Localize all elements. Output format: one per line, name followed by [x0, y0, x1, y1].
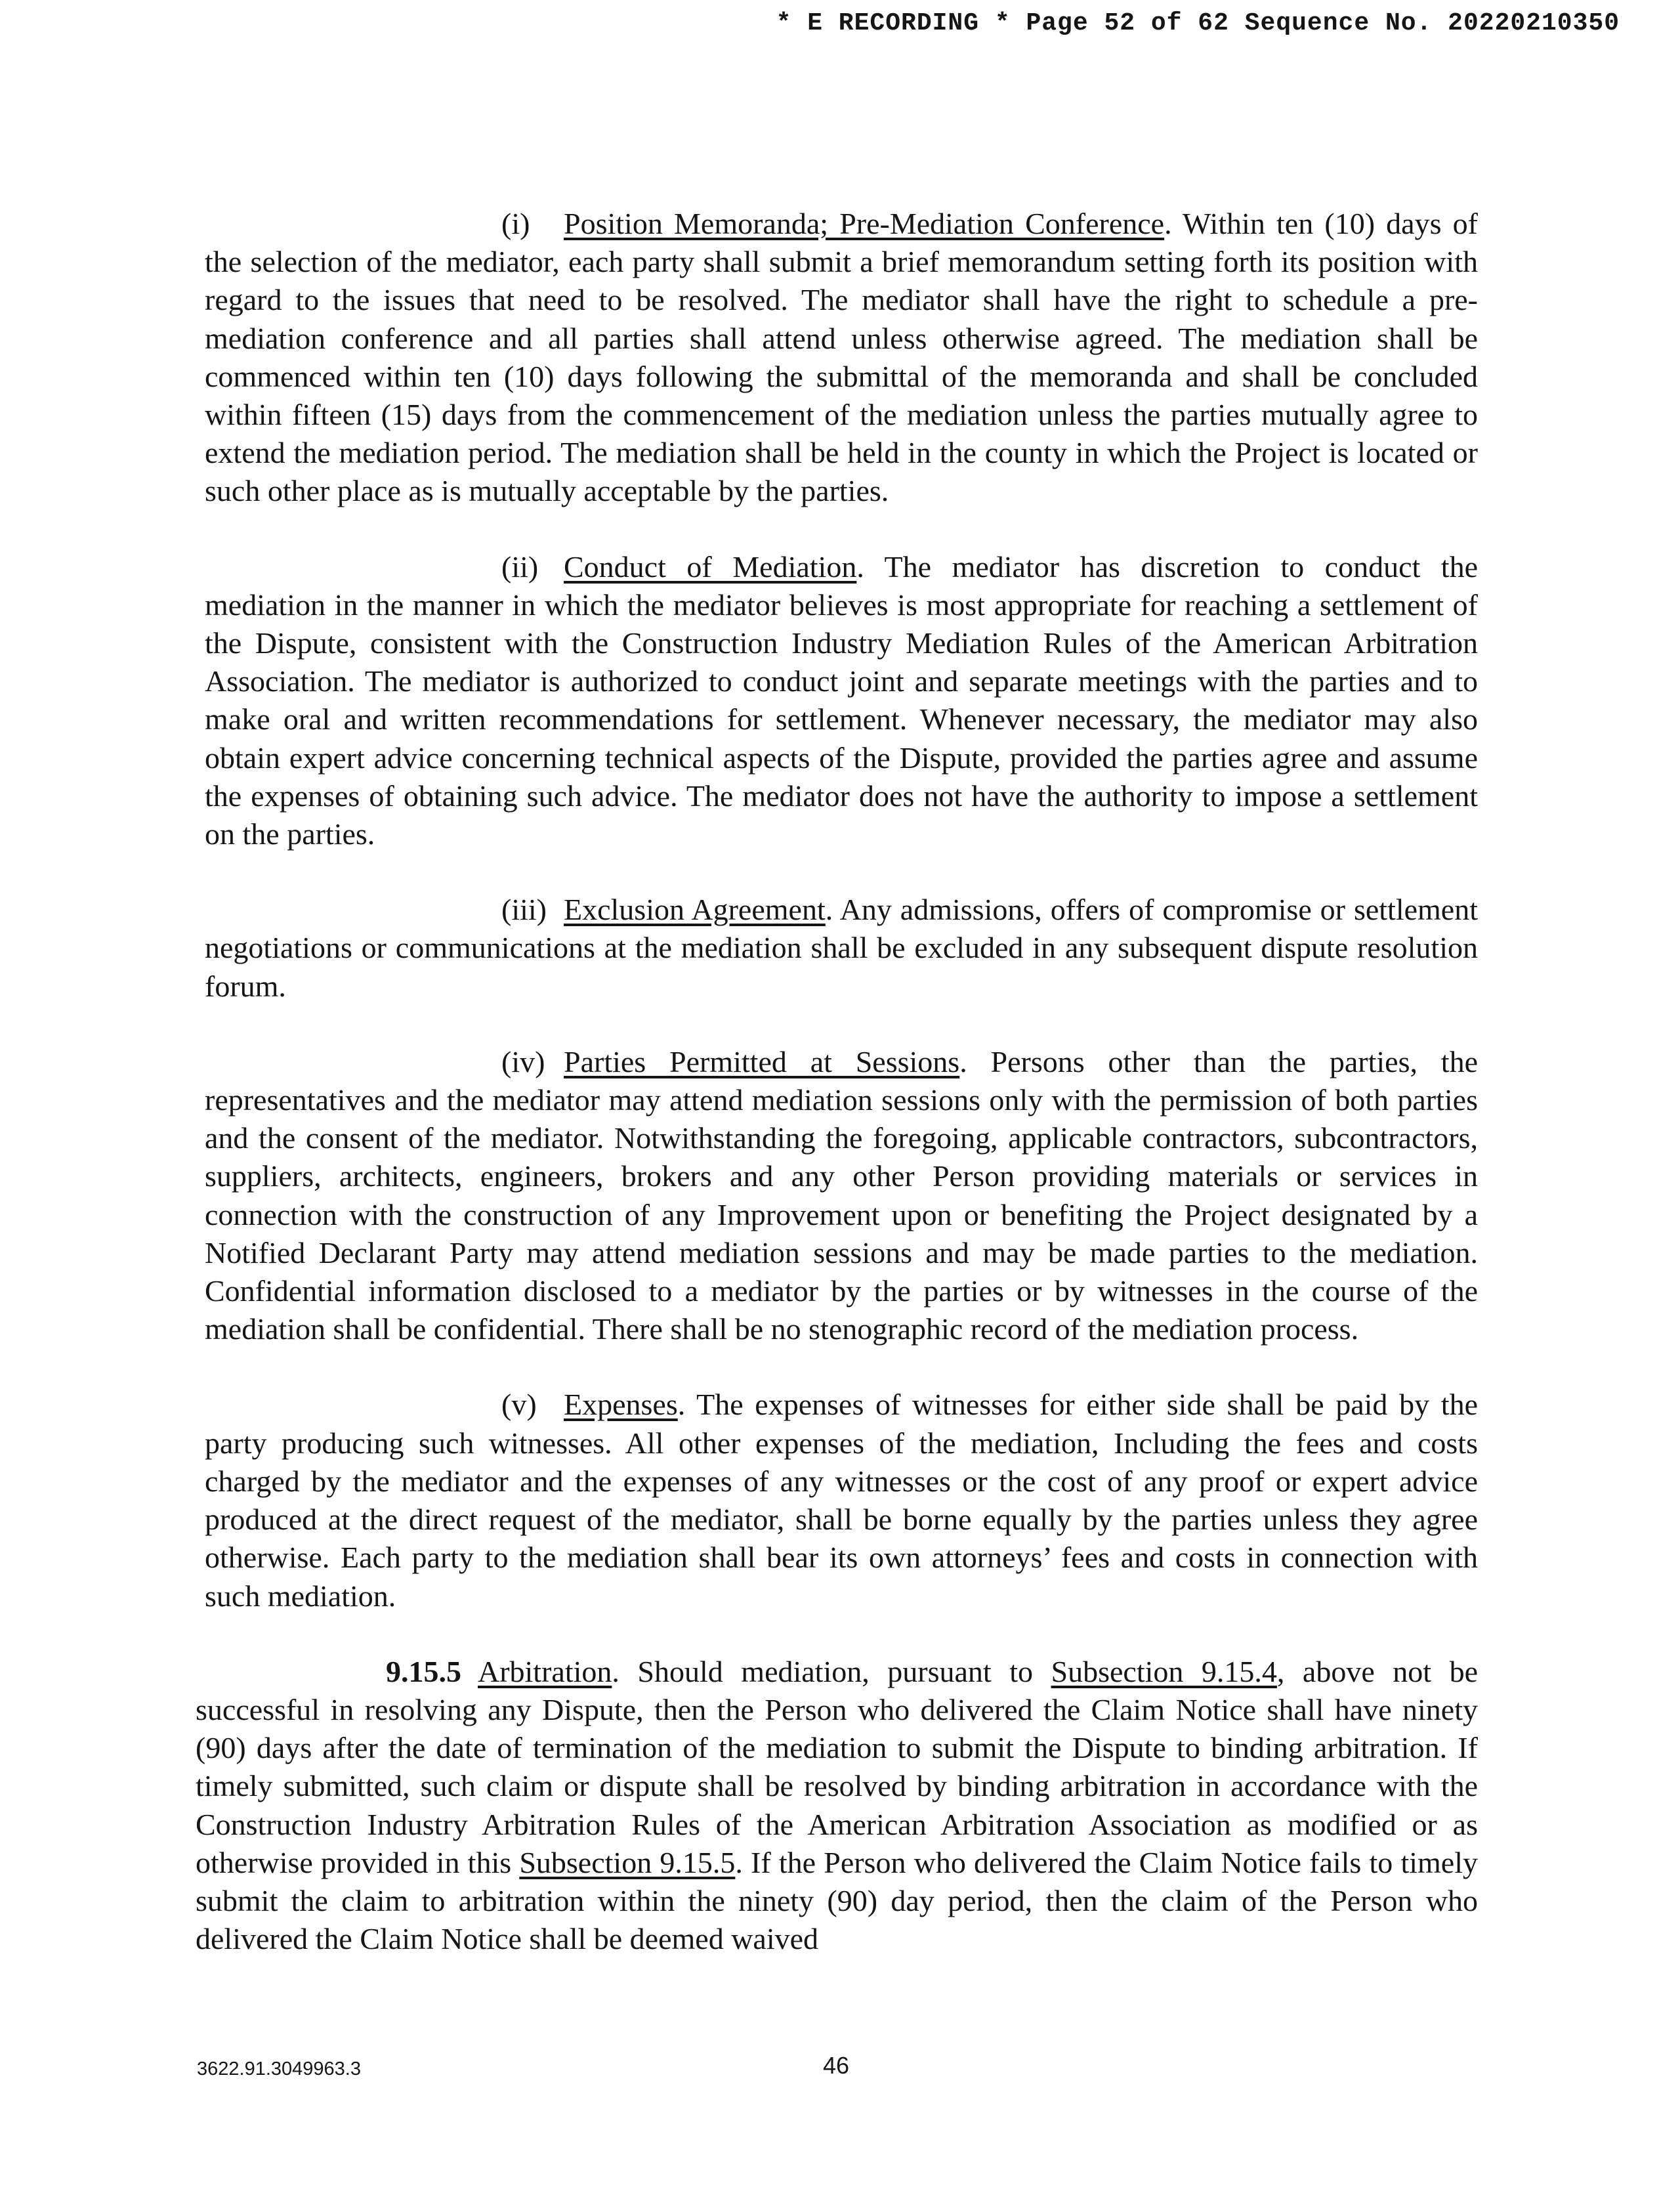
paragraph-number: (v) — [501, 1388, 537, 1422]
section-text-1: . Should mediation, pursuant to — [612, 1654, 1051, 1688]
paragraph-heading: Position Memoranda; Pre-Mediation Conference — [564, 207, 1165, 240]
paragraph-number: (ii) — [501, 549, 539, 584]
paragraph-iv — [205, 1043, 1478, 1349]
paragraph-number: (i) — [501, 207, 530, 240]
section-text-2: , above not be successful in resolving any Dispute, then the Person who delivered the Claim Notice shall have ninety (90) days after the date of termination of the mediation to submit the Dispute to binding arbitration. If timely submitted, such claim or dispute shall be resolved by binding arbitration in accordance with the Construction Industry Arbitration Rules of the American Arbitration Association as modified or as otherwise provided in this — [196, 1654, 1478, 1879]
page-number: 46 — [823, 2052, 850, 2079]
paragraph-body: . Any admissions, offers of compromise or settlement negotiations or communications at the mediation shall be excluded in any subsequent dispute resolution forum. — [205, 893, 1478, 1003]
section-text-3: . If the Person who delivered the Claim Notice fails to timely submit the claim to arbitration within the ninety (90) day period, then the claim of the Person who delivered the Claim Notice shall be deemed waived — [196, 1845, 1478, 1956]
document-body — [196, 205, 1478, 1995]
paragraph-heading: Expenses — [564, 1388, 678, 1422]
subsection-reference-9-15-5: Subsection 9.15.5 — [519, 1845, 736, 1879]
paragraph-heading: Conduct of Mediation — [564, 549, 857, 584]
paragraph-iii — [205, 891, 1478, 1006]
subsection-reference-9-15-4: Subsection 9.15.4 — [1051, 1654, 1277, 1688]
section-number: 9.15.5 — [386, 1654, 461, 1688]
paragraph-ii — [205, 548, 1478, 854]
section-9-15-5 — [196, 1653, 1478, 1959]
paragraph-body: . Within ten (10) days of the selection of the mediator, each party shall submit a brief memorandum setting forth its position with regard to the issues that need to be resolved. The mediator shall have the right to schedule a pre-mediation conference and all parties shall attend unless otherwise agreed. The mediation shall be commenced within ten (10) days following the submittal of the memoranda and shall be concluded within fifteen (15) days from the commencement of the mediation unless the parties mutually agree to extend the mediation period. The mediation shall be held in the county in which the Project is located or such other place as is mutually acceptable by the parties. — [205, 207, 1478, 508]
document-id: 3622.91.3049963.3 — [197, 2058, 361, 2079]
paragraph-heading: Exclusion Agreement — [564, 893, 826, 927]
paragraph-body: . The mediator has discretion to conduct the mediation in the manner in which the mediator believes is most appropriate for reaching a settlement of the Dispute, consistent with the Construction Industry Mediation Rules of the American Arbitration Association. The mediator is authorized to conduct joint and separate meetings with the parties and to make oral and written recommendations for settlement. Whenever necessary, the mediator may also obtain expert advice concerning technical aspects of the Dispute, provided the parties agree and assume the expenses of obtaining such advice. The mediator does not have the authority to impose a settlement on the parties. — [205, 549, 1478, 851]
paragraph-number: (iii) — [501, 893, 547, 927]
section-heading: Arbitration — [477, 1654, 612, 1688]
paragraph-i — [205, 205, 1478, 511]
paragraph-v — [205, 1386, 1478, 1615]
paragraph-heading: Parties Permitted at Sessions — [564, 1044, 960, 1078]
paragraph-body: . Persons other than the parties, the representatives and the mediator may attend mediation sessions only with the permission of both parties and the consent of the mediator. Notwithstanding the foregoing, applicable contractors, subcontractors, suppliers, architects, engineers, brokers and any other Person providing materials or services in connection with the construction of any Improvement upon or benefiting the Project designated by a Notified Declarant Party may attend mediation sessions and may be made parties to the mediation. Confidential information disclosed to a mediator by the parties or by witnesses in the course of the mediation shall be confidential. There shall be no stenographic record of the mediation process. — [205, 1044, 1478, 1346]
recording-header: * E RECORDING * Page 52 of 62 Sequence No. 20220210350 — [776, 9, 1620, 37]
paragraph-body: . The expenses of witnesses for either side shall be paid by the party producing such witnesses. All other expenses of the mediation, Including the fees and costs charged by the mediator and the expenses of any witnesses or the cost of any proof or expert advice produced at the direct request of the mediator, shall be borne equally by the parties unless they agree otherwise. Each party to the mediation shall bear its own attorneys’ fees and costs in connection with such mediation. — [205, 1388, 1478, 1613]
paragraph-number: (iv) — [501, 1044, 545, 1078]
